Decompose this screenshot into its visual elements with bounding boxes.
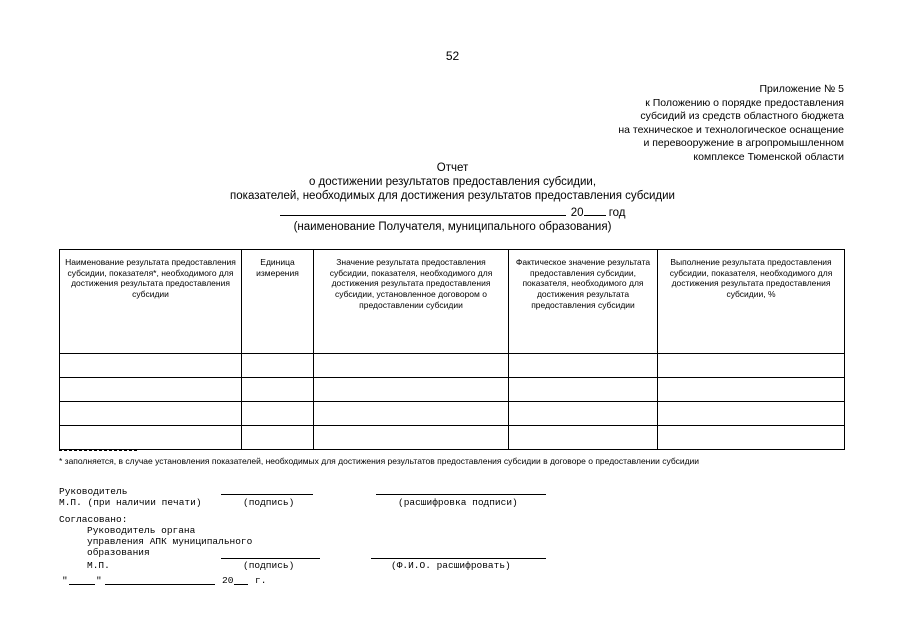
table-cell[interactable] — [509, 426, 658, 450]
table-cell[interactable] — [658, 378, 845, 402]
table-cell[interactable] — [60, 402, 242, 426]
footnote-text: * заполняется, в случае установления показателей, необходимых для достижения результатов предоставления субсидии в договоре о предоставлении субсидии — [59, 456, 700, 466]
appendix-line: субсидий из средств областного бюджета — [640, 110, 844, 122]
appendix-line: и перевооружение в агропромышленном — [643, 137, 844, 149]
date-year-prefix: 20 — [222, 575, 234, 586]
footnote-separator — [59, 450, 137, 451]
table-header-row — [60, 250, 845, 354]
table-row — [60, 354, 845, 378]
report-title: Отчет — [436, 162, 469, 174]
table-cell[interactable] — [242, 354, 314, 378]
recipient-year-line — [0, 203, 905, 220]
header-planned-value: Значение результата предоставления субсидии, показателя, необходимого для достижения результата предоставления субсидии, установленное договором о предоставлении субсидии — [314, 250, 509, 354]
table-cell[interactable] — [242, 426, 314, 450]
results-table — [59, 249, 845, 450]
date-year-line[interactable] — [234, 584, 248, 585]
stamp-label-2: М.П. — [87, 560, 110, 571]
recipient-blank-line — [280, 203, 566, 216]
table-cell[interactable] — [509, 378, 658, 402]
table-row — [60, 402, 845, 426]
table-cell[interactable] — [314, 354, 509, 378]
header-actual-value: Фактическое значение результата предоставления субсидии, показателя, необходимого для достижения результата предоставления субсидии — [509, 250, 658, 354]
year-prefix: 20 — [570, 207, 584, 219]
agency-line-3: образования — [87, 547, 150, 558]
table-cell[interactable] — [658, 426, 845, 450]
table-cell[interactable] — [314, 378, 509, 402]
header-completion-percent: Выполнение результата предоставления субсидии, показателя, необходимого для достижения результата предоставления субсидии, % — [658, 250, 845, 354]
table-cell[interactable] — [509, 354, 658, 378]
appendix-line: Приложение № 5 — [759, 83, 844, 95]
head-signature-line[interactable] — [221, 494, 313, 495]
agency-line-2: управления АПК муниципального — [87, 536, 253, 547]
head-decoding-line[interactable] — [376, 494, 546, 495]
agency-signature-line[interactable] — [221, 558, 320, 559]
agency-fio-line[interactable] — [371, 558, 546, 559]
table-row — [60, 378, 845, 402]
date-quote-open: " — [62, 575, 68, 586]
agreed-label: Согласовано: — [59, 514, 128, 525]
signature-caption: (подпись) — [243, 497, 295, 508]
fio-caption: (Ф.И.О. расшифровать) — [391, 560, 511, 571]
recipient-caption: (наименование Получателя, муниципального образования) — [293, 221, 612, 233]
decoding-caption: (расшифровка подписи) — [398, 497, 518, 508]
table-cell[interactable] — [242, 378, 314, 402]
table-cell[interactable] — [509, 402, 658, 426]
date-quote-close: " — [96, 575, 102, 586]
date-year-suffix: г. — [255, 575, 267, 586]
header-result-name: Наименование результата предоставления субсидии, показателя*, необходимого для достижения результата предоставления субсидии — [60, 250, 242, 354]
table-cell[interactable] — [658, 354, 845, 378]
header-unit: Единица измерения — [242, 250, 314, 354]
page-number: 52 — [445, 49, 460, 63]
year-blank-line — [584, 203, 606, 216]
report-header — [0, 161, 905, 234]
table-row — [60, 426, 845, 450]
report-subtitle-1: о достижении результатов предоставления субсидии, — [308, 176, 597, 188]
appendix-line: комплексе Тюменской области — [693, 150, 844, 163]
table-cell[interactable] — [314, 402, 509, 426]
head-label: Руководитель — [59, 486, 128, 497]
table-cell[interactable] — [60, 378, 242, 402]
table-cell[interactable] — [658, 402, 845, 426]
table-cell[interactable] — [60, 426, 242, 450]
date-day-line[interactable] — [69, 584, 95, 585]
table-cell[interactable] — [314, 426, 509, 450]
year-suffix: год — [608, 207, 626, 219]
stamp-label: М.П. (при наличии печати) — [59, 497, 202, 508]
agency-line-1: Руководитель органа — [87, 525, 196, 536]
table-cell[interactable] — [242, 402, 314, 426]
appendix-line: на техническое и технологическое оснащение — [618, 123, 844, 136]
signature-caption-2: (подпись) — [243, 560, 295, 571]
table-cell[interactable] — [60, 354, 242, 378]
appendix-block — [618, 83, 844, 164]
report-subtitle-2: показателей, необходимых для достижения результатов предоставления субсидии — [230, 190, 675, 202]
appendix-line: к Положению о порядке предоставления — [645, 96, 844, 109]
date-month-line[interactable] — [105, 584, 215, 585]
